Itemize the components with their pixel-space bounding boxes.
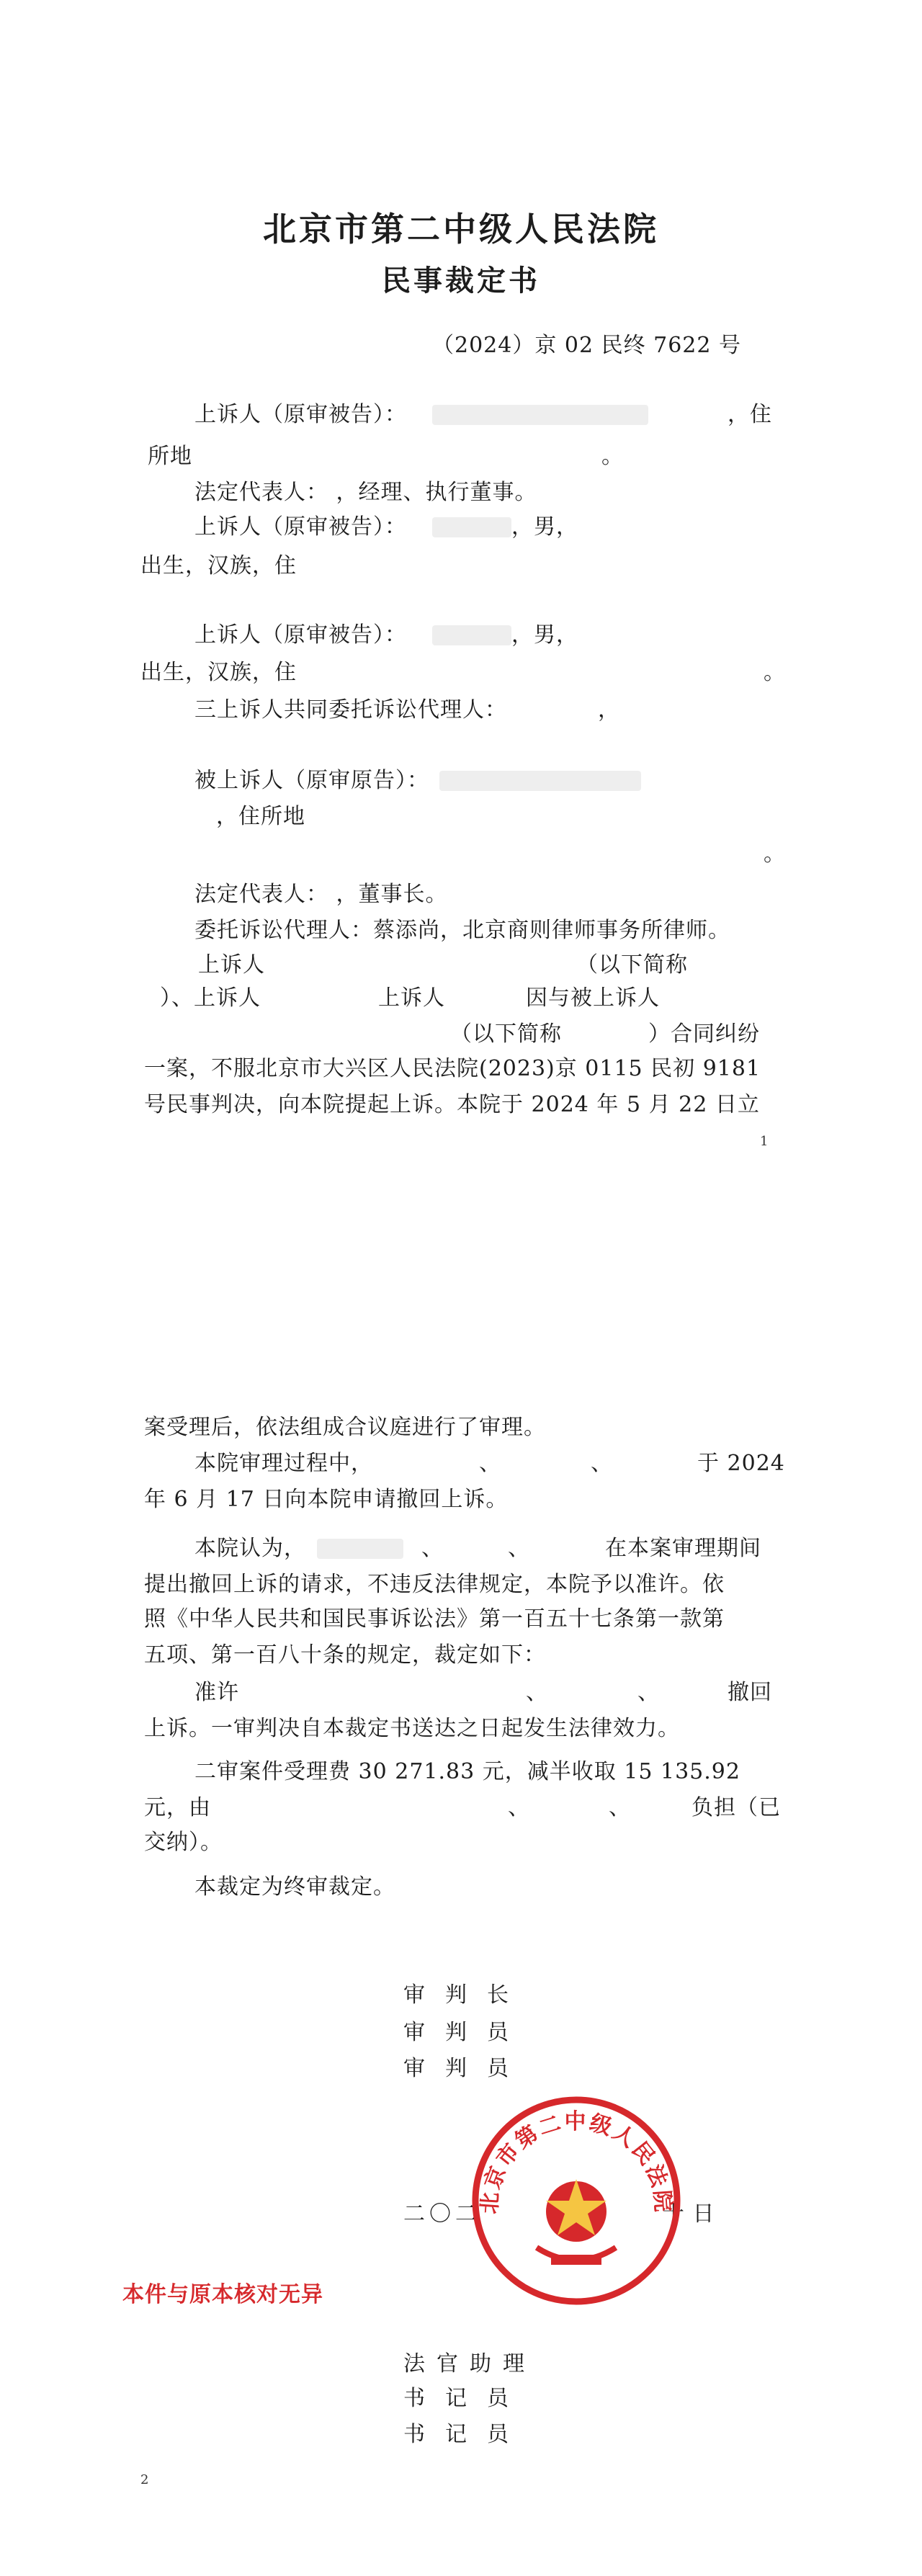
judge-1: 审判员 — [403, 2020, 529, 2045]
certification-stamp: 本件与原本核对无异 — [122, 2282, 323, 2307]
opinion-4: 五项、第一百八十条的规定，裁定如下： — [144, 1642, 546, 1668]
presiding-judge: 审判长 — [403, 1982, 529, 2008]
court-seal-icon — [468, 2093, 684, 2309]
appellant3-gender: ，男， — [511, 622, 578, 648]
case-intro-6: 案受理后，依法组成合议庭进行了审理。 — [144, 1415, 546, 1440]
opinion-2: 提出撤回上诉的请求，不违反法律规定，本院予以准许。依 — [144, 1572, 725, 1597]
redaction — [317, 1539, 403, 1559]
appellant3-birth: 出生，汉族，住 — [140, 660, 297, 685]
ruling-1d: 撤回 — [728, 1680, 772, 1705]
joint-agent-label: 三上诉人共同委托诉讼代理人： — [194, 697, 507, 723]
appellant2-birth: 出生，汉族，住 — [140, 553, 297, 578]
case-intro-2c: 因与被上诉人 — [526, 985, 660, 1011]
case-intro-3b: ）合同纠纷 — [648, 1021, 760, 1047]
opinion-1c: 、 — [508, 1536, 530, 1561]
opinion-1d: 在本案审理期间 — [605, 1536, 761, 1561]
appellant1-label: 上诉人（原审被告）： — [194, 402, 407, 427]
court-name: 北京市第二中级人民法院 — [263, 210, 659, 249]
date-left: 二〇二 — [403, 2201, 481, 2227]
document-type: 民事裁定书 — [382, 264, 540, 298]
appellant3-period: 。 — [764, 660, 786, 685]
page-number-1: 1 — [760, 1134, 769, 1149]
appellant2-gender: ，男， — [511, 514, 578, 540]
case-intro-1a: 上诉人 — [198, 952, 265, 978]
ruling-1c: 、 — [637, 1680, 660, 1705]
appellee-agent: 委托诉讼代理人：蔡添尚，北京商则律师事务所律师。 — [194, 918, 730, 943]
review-1d: 于 2024 — [697, 1451, 785, 1476]
review-2: 年 6 月 17 日向本院申请撤回上诉。 — [144, 1487, 509, 1512]
appellee-rep: 法定代表人： ，董事长。 — [194, 882, 448, 907]
joint-agent-suffix: ， — [598, 697, 620, 723]
review-1b: 、 — [479, 1451, 501, 1476]
judge-2: 审判员 — [403, 2056, 529, 2081]
redaction — [432, 625, 511, 645]
appellant3-label: 上诉人（原审被告）： — [194, 622, 407, 648]
address-period: 。 — [601, 444, 624, 469]
appellant1-suffix: ，住 — [728, 402, 772, 427]
judge-assistant: 法官助理 — [403, 2351, 536, 2376]
ruling-2: 上诉。一审判决自本裁定书送达之日起发生法律效力。 — [144, 1716, 680, 1741]
ruling-1b: 、 — [526, 1680, 548, 1705]
fee-1: 二审案件受理费 30 271.83 元，减半收取 15 135.92 — [194, 1759, 740, 1784]
redaction — [432, 517, 511, 537]
appellee-label: 被上诉人（原审原告）： — [194, 768, 429, 793]
opinion-1a: 本院认为， — [194, 1536, 306, 1561]
fee-2b: 、 — [508, 1795, 530, 1820]
opinion-3: 照《中华人民共和国民事诉讼法》第一百五十七条第一款第 — [144, 1606, 725, 1632]
final-statement: 本裁定为终审裁定。 — [194, 1874, 395, 1900]
redaction — [439, 771, 641, 791]
legal-rep-line: 法定代表人： ，经理、执行董事。 — [194, 480, 537, 505]
review-1c: 、 — [591, 1451, 613, 1476]
fee-3: 交纳）。 — [144, 1830, 223, 1855]
fee-2c: 、 — [609, 1795, 631, 1820]
clerk-2: 书记员 — [403, 2422, 529, 2447]
redaction — [432, 405, 648, 425]
case-number: （2024）京 02 民终 7622 号 — [432, 333, 742, 358]
appellee-address: ，住所地 — [216, 804, 305, 829]
page-number-2: 2 — [140, 2472, 149, 2487]
fee-2d: 负担（已 — [692, 1795, 781, 1820]
fee-2a: 元，由 — [144, 1795, 211, 1820]
case-intro-2a: ）、上诉人 — [160, 985, 261, 1011]
case-intro-3a: （以下简称 — [450, 1021, 562, 1047]
case-intro-5: 号民事判决，向本院提起上诉。本院于 2024 年 5 月 22 日立 — [144, 1092, 760, 1117]
ruling-1a: 准许 — [194, 1680, 239, 1705]
appellant2-label: 上诉人（原审被告）： — [194, 514, 407, 540]
appellee-period: 。 — [764, 841, 786, 867]
address-label: 所地 — [148, 444, 192, 469]
opinion-1b: 、 — [421, 1536, 444, 1561]
date-right: 十 日 — [663, 2201, 715, 2227]
case-intro-4: 一案，不服北京市大兴区人民法院(2023)京 0115 民初 9181 — [144, 1056, 761, 1081]
case-intro-2b: 上诉人 — [378, 985, 445, 1011]
seal-text: 北京市第二中级人民法院 — [477, 2108, 676, 2215]
case-intro-1b: （以下简称 — [576, 952, 688, 978]
review-1a: 本院审理过程中， — [194, 1451, 373, 1476]
clerk-1: 书记员 — [403, 2386, 529, 2411]
